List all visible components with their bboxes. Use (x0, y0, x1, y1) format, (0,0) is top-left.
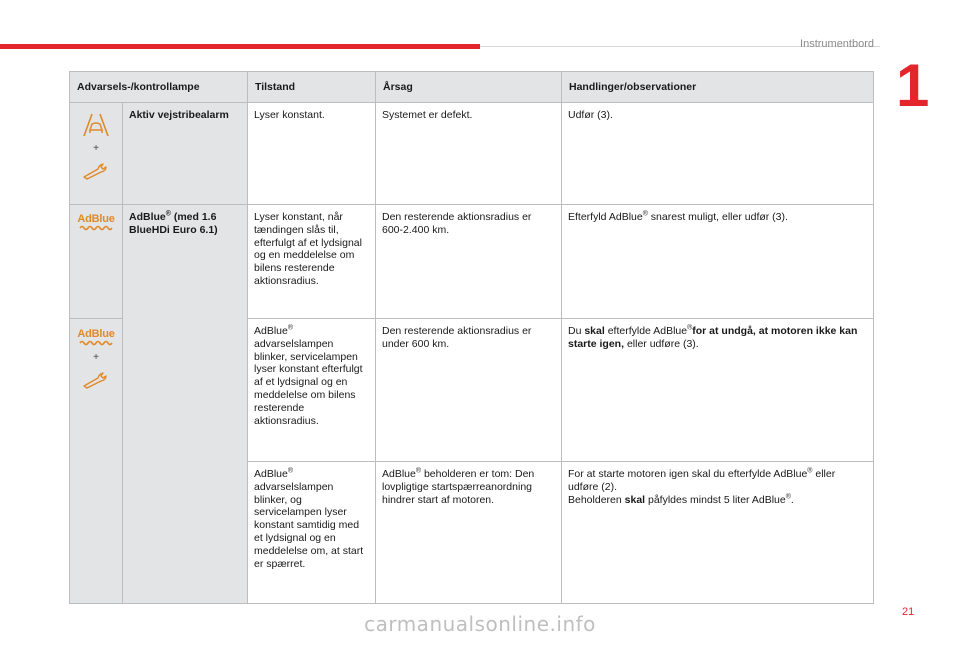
warning-lamp-table (69, 71, 874, 604)
wrench-icon (82, 371, 110, 389)
action-cell: Udfør (3). (562, 103, 874, 205)
lamp-icon-cell (70, 103, 123, 205)
lane-departure-icon (81, 113, 111, 137)
state-cell: Lyser konstant. (248, 103, 376, 205)
section-title: Instrumentbord (800, 38, 874, 50)
adblue-wave-icon (79, 225, 113, 231)
cause-cell: Den resterende aktionsradius er under 600 km. (376, 319, 562, 462)
lamp-name: AdBlue® (med 1.6 BlueHDi Euro 6.1) (123, 205, 248, 604)
column-header-action: Handlinger/observationer (562, 72, 874, 103)
action-cell: Du skal efterfylde AdBlue®for at undgå, at motoren ikke kan starte igen, eller udføre (3). (562, 319, 874, 462)
lamp-icon-cell (70, 319, 123, 604)
state-cell: AdBlue® advarselslampen blinker, servicelampen lyser konstant efterfulgt af et lydsignal og en meddelelse om bilens resterende aktionsradius. (248, 319, 376, 462)
adblue-icon: AdBlue (77, 213, 115, 225)
table-row (70, 103, 874, 205)
plus-sign: + (93, 352, 99, 363)
lamp-icon-cell (70, 205, 123, 319)
column-header-lamp: Advarsels-/kontrollampe (70, 72, 248, 103)
action-cell: Efterfyld AdBlue® snarest muligt, eller udfør (3). (562, 205, 874, 319)
table-row (70, 205, 874, 319)
wrench-icon (82, 162, 110, 180)
action-cell: For at starte motoren igen skal du efterfylde AdBlue® eller udføre (2). Beholderen skal påfyldes mindst 5 liter AdBlue®. (562, 462, 874, 604)
cause-cell: Systemet er defekt. (376, 103, 562, 205)
chapter-number: 1 (896, 52, 930, 119)
state-cell: Lyser konstant, når tændingen slås til, efterfulgt af et lydsignal og en meddelelse om bilens resterende aktionsradius. (248, 205, 376, 319)
cause-cell: Den resterende aktionsradius er 600-2.400 km. (376, 205, 562, 319)
cause-cell: AdBlue® beholderen er tom: Den lovpligtige startspærreanordning hindrer start af motoren. (376, 462, 562, 604)
header-accent-bar (0, 44, 480, 49)
state-cell: AdBlue® advarselslampen blinker, og servicelampen lyser konstant samtidig med et lydsignal og en meddelelse om, at start er spærret. (248, 462, 376, 604)
lamp-name: Aktiv vejstribealarm (123, 103, 248, 205)
plus-sign: + (93, 143, 99, 154)
page-number: 21 (902, 606, 915, 618)
table-header-row (70, 72, 874, 103)
column-header-cause: Årsag (376, 72, 562, 103)
column-header-state: Tilstand (248, 72, 376, 103)
footer-watermark: carmanualsonline.info (364, 612, 596, 636)
adblue-icon: AdBlue (77, 328, 115, 340)
adblue-wave-icon (79, 340, 113, 346)
